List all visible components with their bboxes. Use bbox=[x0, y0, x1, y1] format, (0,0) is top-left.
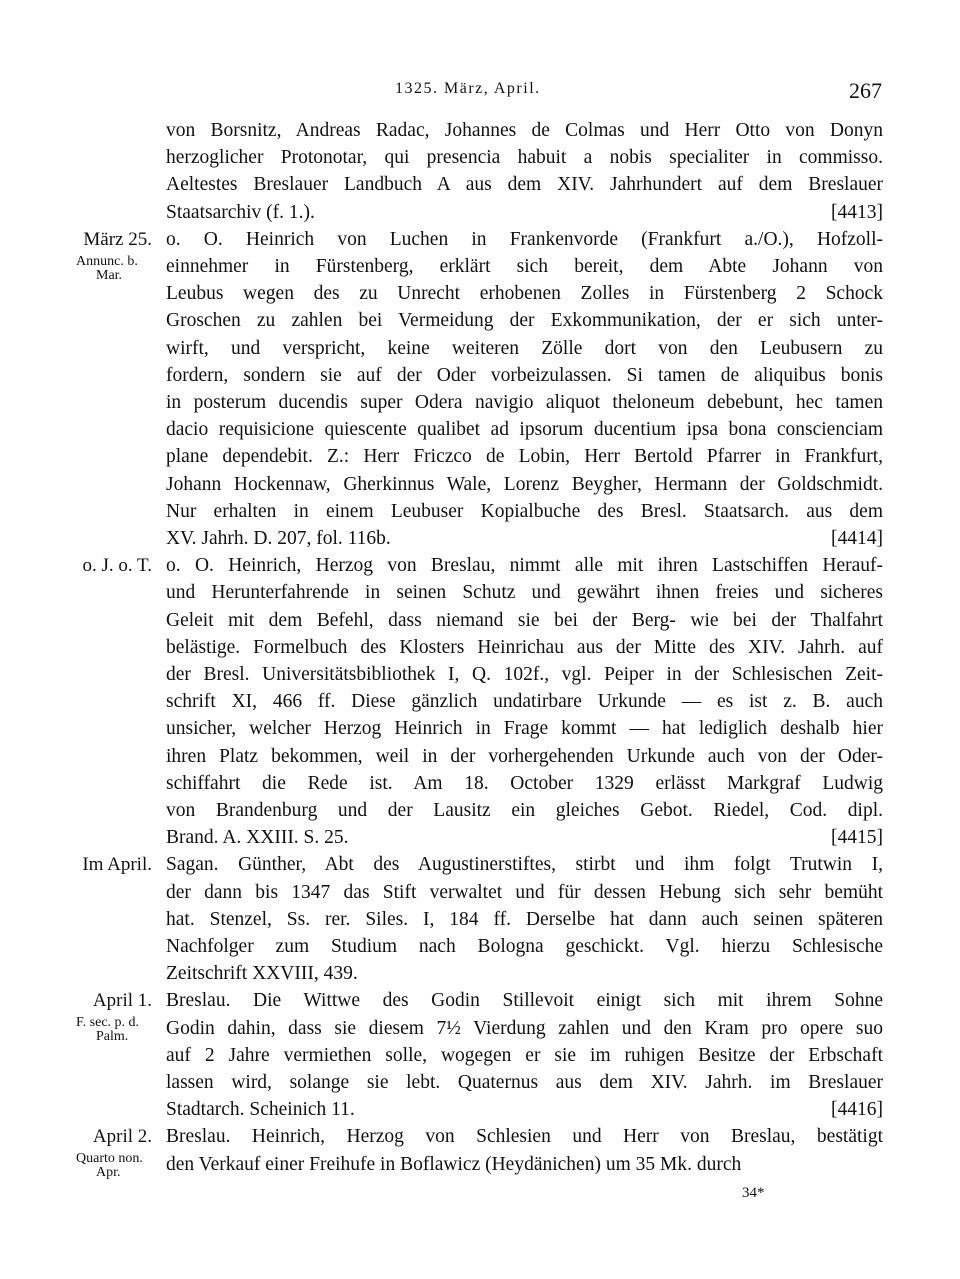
text-line bbox=[166, 389, 883, 416]
line-text: unsicher, welcher Herzog Heinrich in Frage kommt — hat lediglich deshalb hier bbox=[166, 718, 883, 740]
line-text: in posterum ducendis super Odera navigio aliquot theloneum debebunt, hec tamen bbox=[166, 392, 883, 413]
line-text: den Verkauf einer Freihufe in Boflawicz (Heydänichen) um 35 Mk. durch bbox=[166, 1153, 742, 1175]
line-text: schrift XI, 466 ff. Diese gänzlich undatirbare Urkunde — es ist z. B. auch bbox=[166, 691, 883, 713]
text-line bbox=[166, 607, 883, 634]
line-text: dacio requisicione quiescente qualibet ad ipsorum ducentium ipsa bona conscienciam bbox=[166, 419, 883, 441]
line-text: Aeltestes Breslauer Landbuch A aus dem XIV. Jahrhundert auf dem Breslauer bbox=[166, 174, 883, 196]
text-line bbox=[166, 1096, 883, 1123]
text-line bbox=[166, 117, 883, 144]
line-text: lassen wird, solange sie lebt. Quaternus aus dem XIV. Jahrh. im Breslauer bbox=[166, 1072, 883, 1093]
text-line bbox=[166, 987, 883, 1014]
line-text: fordern, sondern sie auf der Oder vorbeizulassen. Si tamen de aliquibus bonis bbox=[166, 364, 883, 386]
margin-date: Im April. bbox=[82, 854, 152, 876]
text-line bbox=[166, 199, 883, 226]
line-text: Staatsarchiv (f. 1.). bbox=[166, 201, 315, 223]
margin-date: April 2. bbox=[92, 1126, 152, 1148]
text-line bbox=[166, 226, 883, 253]
text-line bbox=[166, 335, 883, 362]
text-line bbox=[166, 362, 883, 389]
text-line bbox=[166, 552, 883, 579]
line-text: Leubus wegen des zu Unrecht erhobenen Zolles in Fürstenberg 2 Schock bbox=[166, 283, 883, 305]
line-text: auf 2 Jahre vermiethen solle, wogegen er sie im ruhigen Besitze der Erbschaft bbox=[166, 1044, 883, 1066]
document-number: [4414] bbox=[831, 528, 883, 549]
line-text: Breslau. Die Wittwe des Godin Stillevoit einigt sich mit ihrem Sohne bbox=[166, 990, 883, 1012]
line-text: ihren Platz bekommen, weil in der vorhergehenden Urkunde auch von der Oder- bbox=[166, 745, 883, 767]
line-text: von Brandenburg und der Lausitz ein gleiches Gebot. Riedel, Cod. dipl. bbox=[166, 800, 883, 821]
text-line bbox=[166, 906, 883, 933]
line-text: belästige. Formelbuch des Klosters Heinrichau aus der Mitte des XIV. Jahrh. auf bbox=[166, 636, 883, 658]
line-text: hat. Stenzel, Ss. rer. Siles. I, 184 ff. Derselbe hat dann auch seinen späteren bbox=[166, 908, 883, 930]
margin-liturgical-date: Palm. bbox=[96, 1029, 129, 1045]
text-line bbox=[166, 1151, 883, 1178]
line-text: o. O. Heinrich von Luchen in Frankenvorde (Frankfurt a./O.), Hofzoll- bbox=[166, 228, 883, 250]
line-text: Sagan. Günther, Abt des Augustinerstiftes, stirbt und ihm folgt Trutwin I, bbox=[166, 854, 883, 876]
document-number: [4415] bbox=[831, 827, 883, 849]
text-line bbox=[166, 743, 883, 770]
text-line bbox=[166, 797, 883, 824]
line-text: plane dependebit. Z.: Herr Friczco de Lobin, Herr Bertold Pfarrer in Frankfurt, bbox=[166, 446, 883, 468]
line-text: Nachfolger zum Studium nach Bologna geschickt. Vgl. hierzu Schlesische bbox=[166, 936, 883, 957]
line-text: Groschen zu zahlen bei Vermeidung der Exkommunikation, der er sich unter- bbox=[166, 310, 883, 332]
margin-liturgical-date: F. sec. p. d. bbox=[76, 1015, 140, 1031]
text-line bbox=[166, 661, 883, 688]
document-number: [4416] bbox=[831, 1099, 883, 1121]
line-text: Zeitschrift XXVIII, 439. bbox=[166, 963, 358, 985]
text-line bbox=[166, 634, 883, 661]
text-line bbox=[166, 416, 883, 443]
document-number: [4413] bbox=[831, 201, 883, 223]
line-text: Nur erhalten in einem Leubuser Kopialbuche des Bresl. Staatsarch. aus dem bbox=[166, 500, 883, 522]
line-text: o. O. Heinrich, Herzog von Breslau, nimmt alle mit ihren Lastschiffen Herauf- bbox=[166, 555, 883, 577]
text-line bbox=[166, 171, 883, 198]
text-line bbox=[166, 443, 883, 470]
text-line bbox=[166, 688, 883, 715]
text-line bbox=[166, 498, 883, 525]
line-text: von Borsnitz, Andreas Radac, Johannes de Colmas und Herr Otto von Donyn bbox=[166, 120, 883, 141]
line-text: Geleit mit dem Befehl, dass niemand sie bei der Berg- wie bei der Thalfahrt bbox=[166, 609, 883, 631]
text-line bbox=[166, 144, 883, 171]
line-text: einnehmer in Fürstenberg, erklärt sich bereit, dem Abte Johann von bbox=[166, 256, 883, 277]
line-text: Stadtarch. Scheinich 11. bbox=[166, 1099, 355, 1121]
line-text: und Herunterfahrende in seinen Schutz und gewährt ihnen freies und sicheres bbox=[166, 582, 883, 604]
line-text: Brand. A. XXIII. S. 25. bbox=[166, 827, 349, 849]
text-line bbox=[166, 1123, 883, 1150]
margin-liturgical-date: Mar. bbox=[96, 267, 123, 283]
margin-date: April 1. bbox=[92, 990, 152, 1012]
text-line bbox=[166, 824, 883, 851]
margin-liturgical-date: Quarto non. bbox=[76, 1151, 143, 1167]
text-line bbox=[166, 307, 883, 334]
running-title: 1325. März, April. bbox=[395, 80, 541, 97]
text-line bbox=[166, 1015, 883, 1042]
text-line bbox=[166, 471, 883, 498]
text-line bbox=[166, 525, 883, 552]
page-number: 267 bbox=[849, 78, 882, 103]
text-line bbox=[166, 851, 883, 878]
line-text: Godin dahin, dass sie diesem 7½ Vierdung zahlen und den Kram pro opere suo bbox=[166, 1017, 883, 1039]
line-text: Breslau. Heinrich, Herzog von Schlesien und Herr von Breslau, bestätigt bbox=[166, 1126, 883, 1148]
text-line bbox=[166, 1042, 883, 1069]
line-text: schiffahrt die Rede ist. Am 18. October 1329 erlässt Markgraf Ludwig bbox=[166, 772, 883, 794]
text-line bbox=[166, 960, 883, 987]
text-line bbox=[166, 715, 883, 742]
margin-date: o. J. o. T. bbox=[82, 555, 152, 577]
margin-liturgical-date: Apr. bbox=[96, 1165, 121, 1181]
text-line bbox=[166, 933, 883, 960]
text-line bbox=[166, 253, 883, 280]
text-line bbox=[166, 1069, 883, 1096]
margin-liturgical-date: Annunc. b. bbox=[76, 253, 138, 269]
margin-date: März 25. bbox=[83, 228, 152, 250]
line-text: wirft, und verspricht, keine weiteren Zölle dort von den Leubusern zu bbox=[166, 337, 883, 359]
text-line bbox=[166, 770, 883, 797]
line-text: der Bresl. Universitätsbibliothek I, Q. 102f., vgl. Peiper in der Schlesischen Zeit- bbox=[166, 664, 883, 685]
line-text: XV. Jahrh. D. 207, fol. 116b. bbox=[166, 528, 391, 549]
line-text: der dann bis 1347 das Stift verwaltet und für dessen Hebung sich sehr bemüht bbox=[166, 881, 883, 903]
text-line bbox=[166, 579, 883, 606]
text-line bbox=[166, 280, 883, 307]
text-line bbox=[166, 879, 883, 906]
line-text: herzoglicher Protonotar, qui presencia habuit a nobis specialiter in commisso. bbox=[166, 147, 883, 169]
signature-mark: 34* bbox=[742, 1185, 765, 1201]
line-text: Johann Hockennaw, Gherkinnus Wale, Lorenz Beygher, Hermann der Goldschmidt. bbox=[166, 473, 883, 495]
